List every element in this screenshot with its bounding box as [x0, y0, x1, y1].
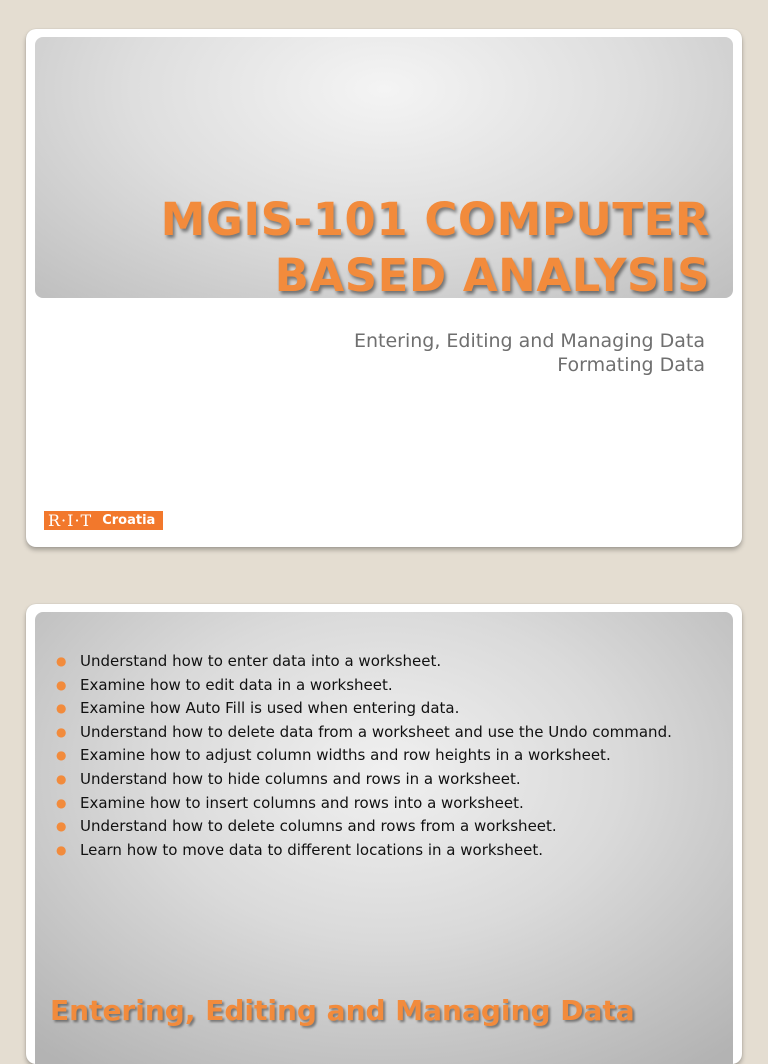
list-item: ● Understand how to hide columns and rows in a worksheet.: [56, 769, 521, 788]
list-item: ● Examine how to adjust column widths and row heights in a worksheet.: [56, 746, 611, 765]
list-item: ● Examine how to insert columns and rows into a worksheet.: [56, 793, 524, 812]
list-item: ● Understand how to enter data into a worksheet.: [56, 652, 442, 670]
slide-title: [161, 192, 710, 304]
list-item: ● Examine how Auto Fill is used when entering data.: [56, 699, 460, 718]
slide-subtitle: [354, 329, 705, 377]
rit-croatia-logo: [44, 511, 163, 530]
objectives-list: [51, 651, 701, 863]
section-title: Entering, Editing and Managing Data: [50, 994, 635, 1027]
title-line-2: BASED ANALYSIS: [274, 249, 710, 302]
bullet-icon: ●: [56, 795, 67, 810]
bullet-icon: ●: [56, 819, 67, 834]
bullet-icon: ●: [56, 654, 67, 668]
bullet-icon: ●: [56, 842, 67, 857]
bullet-icon: ●: [56, 748, 67, 763]
subtitle-line-1: Entering, Editing and Managing Data: [353, 330, 705, 352]
subtitle-line-2: Formating Data: [557, 354, 705, 376]
logo-rit-text: R·I·T: [48, 511, 93, 530]
bullet-icon: ●: [56, 771, 67, 786]
list-item: ● Understand how to delete columns and rows from a worksheet.: [56, 817, 557, 836]
logo-country-text: Croatia: [102, 513, 156, 528]
title-line-1: MGIS-101 COMPUTER: [160, 193, 710, 246]
title-slide: [26, 29, 742, 547]
list-item: ● Understand how to delete data from a worksheet and use the Undo command.: [56, 722, 672, 741]
list-item: ● Examine how to edit data in a worksheet.: [56, 675, 393, 694]
objectives-slide: [26, 604, 742, 1064]
bullet-icon: ●: [56, 724, 67, 739]
list-item: ● Learn how to move data to different locations in a worksheet.: [56, 840, 543, 859]
bullet-icon: ●: [56, 677, 67, 692]
bullet-icon: ●: [56, 701, 67, 716]
